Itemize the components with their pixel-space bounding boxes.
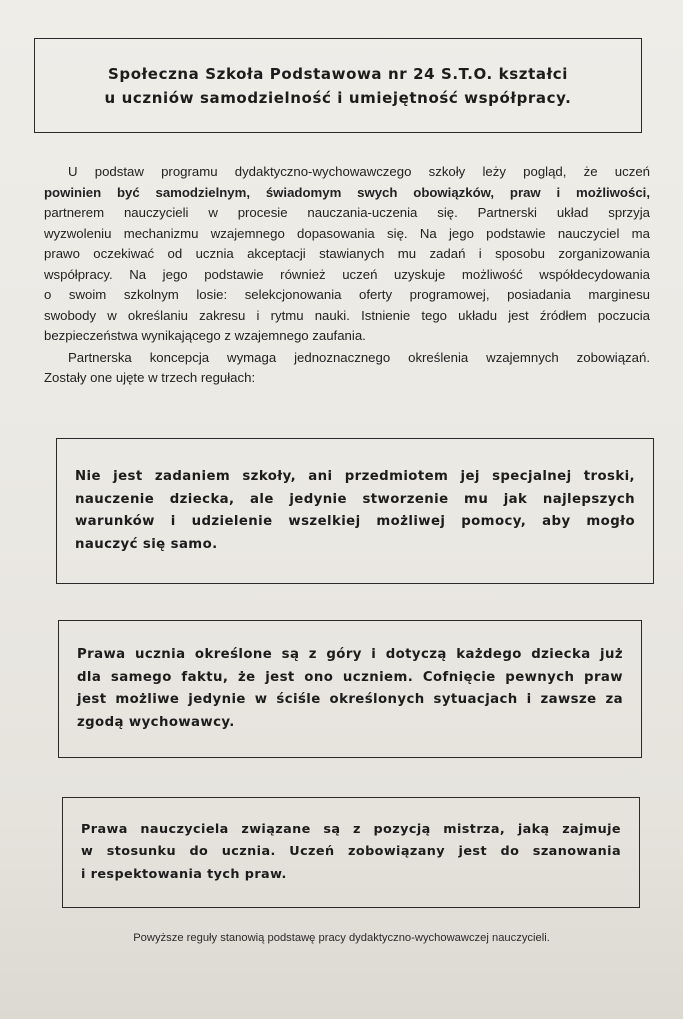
intro-line-7: o swoim szkolnym losie: selekcjonowania oferty programowej, posiadania marginesu xyxy=(44,287,650,302)
rule-2-line-1: Prawa ucznia określone są z góry i dotyczą każdego dziecka już xyxy=(77,647,623,662)
rule-2-line-3: jest możliwe jedynie w ściśle określonych sytuacjach i zawsze za xyxy=(77,692,623,707)
rule-3-line-2: w stosunku do ucznia. Uczeń zobowiązany jest do szanowania xyxy=(81,844,621,860)
intro-line-1: U podstaw programu dydaktyczno-wychowawczego szkoły leży pogląd, że uczeń xyxy=(68,164,650,179)
intro-line-2: powinien być samodzielnym, świadomym swych obowiązków, praw i możliwości, xyxy=(44,184,650,200)
intro-text xyxy=(44,162,650,389)
rule-3-line-3: i respektowania tych praw. xyxy=(81,866,287,882)
intro-line-6: współpracy. Na jego podstawie również uczeń uzyskuje możliwość współdecydowania xyxy=(44,266,650,282)
rule-2-line-4: zgodą wychowawcy. xyxy=(77,714,235,730)
rule-1-line-4: nauczyć się samo. xyxy=(75,536,218,552)
title-line-2: u uczniów samodzielność i umiejętność współpracy. xyxy=(104,88,572,107)
intro-line-5: prawo oczekiwać od ucznia akceptacji stawianych mu zadań i sposobu zorganizowania xyxy=(44,246,650,261)
footer-note: Powyższe reguły stanowią podstawę pracy dydaktyczno-wychowawczej nauczycieli. xyxy=(133,932,550,944)
intro-line-9: bezpieczeństwa wynikającego z wzajemnego zaufania. xyxy=(44,328,366,343)
intro-para2-line-2: Zostały one ujęte w trzech regułach: xyxy=(44,370,256,385)
rule-1-line-2: nauczenie dziecka, ale jedynie stworzenie mu jak najlepszych xyxy=(75,491,635,507)
rule-3-line-1: Prawa nauczyciela związane są z pozycją mistrza, jaką zajmuje xyxy=(81,821,621,837)
intro-line-8: swobody w określaniu zakresu i rytmu nauki. Istnienie tego układu jest źródłem poczucia xyxy=(44,307,650,323)
rule-box-2 xyxy=(58,620,642,758)
rule-box-1 xyxy=(56,438,654,584)
intro-para2-line-1: Partnerska koncepcja wymaga jednoznacznego określenia wzajemnych zobowiązań. xyxy=(68,349,650,365)
rule-box-3 xyxy=(62,797,640,908)
intro-line-3: partnerem nauczycieli w procesie nauczania-uczenia się. Partnerski układ sprzyja xyxy=(44,205,650,220)
title-line-1: Społeczna Szkoła Podstawowa nr 24 S.T.O. kształci xyxy=(108,64,568,83)
title-box xyxy=(34,38,642,133)
intro-line-4: wyzwoleniu mechanizmu wzajemnego dopasowania się. Na jego podstawie nauczyciel ma xyxy=(44,225,650,241)
rule-1-line-3: warunków i udzielenie wszelkiej możliwej pomocy, aby mogło xyxy=(75,514,635,529)
rule-1-line-1: Nie jest zadaniem szkoły, ani przedmiotem jej specjalnej troski, xyxy=(75,469,635,484)
rule-2-line-2: dla samego faktu, że jest ono uczniem. Cofnięcie pewnych praw xyxy=(77,669,623,685)
